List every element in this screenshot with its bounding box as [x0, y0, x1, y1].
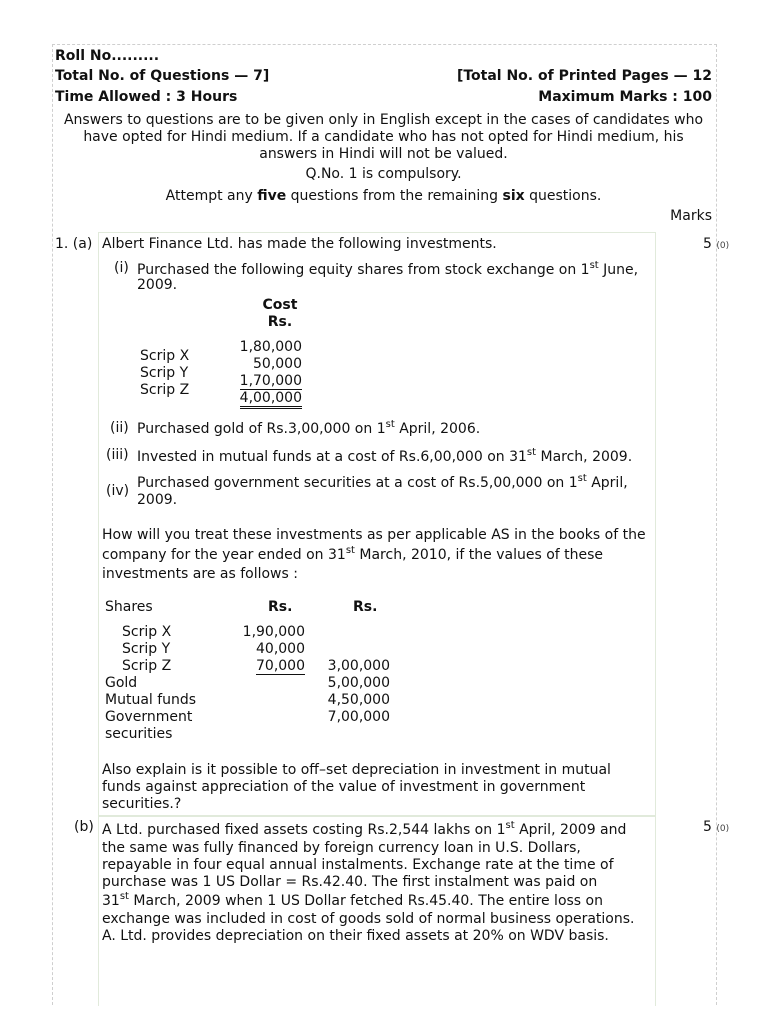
q1b-line-7: A. Ltd. provides depreciation on their fixed assets at 20% on WDV basis.: [102, 928, 609, 944]
item-i-label: (i): [114, 260, 129, 276]
q1b-line-1: A Ltd. purchased fixed assets costing Rs.2,544 lakhs on 1st April, 2009 and: [102, 820, 627, 838]
item-iv-text-line2: 2009.: [137, 492, 178, 508]
scrip-label: Scrip Z: [140, 382, 190, 398]
compulsory-note: Q.No. 1 is compulsory.: [305, 166, 462, 182]
item-i-text: Purchased the following equity shares from stock exchange on 1st June,: [137, 260, 639, 278]
table-row-total: 7,00,000: [327, 709, 390, 725]
scrip-label: Scrip X: [140, 348, 190, 364]
q1b-label: (b): [74, 819, 94, 835]
also-explain-line-3: securities.?: [102, 796, 182, 812]
scrip-cost: 50,000: [253, 356, 302, 372]
total-pages: [Total No. of Printed Pages — 12: [456, 68, 712, 84]
item-ii-label: (ii): [110, 420, 129, 436]
rs-heading: Rs.: [267, 314, 293, 330]
table-row-label: Scrip X: [122, 624, 172, 640]
table-row-total: 3,00,000: [327, 658, 390, 674]
instruction-line-2: have opted for Hindi medium. If a candidate who has not opted for Hindi medium, his: [83, 129, 684, 145]
scrip-total: 4,00,000: [238, 390, 302, 407]
also-explain-line-2: funds against appreciation of the value of investment in government: [102, 779, 586, 795]
table-header-rs1: Rs.: [268, 599, 293, 615]
roll-no: Roll No.........: [55, 48, 160, 64]
table-row-label: Government: [105, 709, 193, 725]
table-row-value: 70,000: [256, 658, 305, 674]
item-ii-text: Purchased gold of Rs.3,00,000 on 1st April, 2006.: [137, 419, 481, 437]
item-iii-label: (iii): [106, 447, 129, 463]
question-line-1: How will you treat these investments as per applicable AS in the books of the: [102, 527, 646, 543]
table-row-label: Mutual funds: [105, 692, 197, 708]
table-row-label: securities: [105, 726, 173, 742]
scrip-cost: 1,70,000: [239, 373, 302, 389]
item-i-text-line2: 2009.: [137, 277, 178, 293]
q1a-marks: 5 (0): [703, 236, 730, 252]
q1b-line-2: the same was fully financed by foreign currency loan in U.S. Dollars,: [102, 840, 581, 856]
table-row-value: 1,90,000: [242, 624, 305, 640]
table-row-value: 40,000: [256, 641, 305, 657]
cost-heading: Cost: [262, 297, 298, 313]
table-row-total: 4,50,000: [327, 692, 390, 708]
question-line-2: company for the year ended on 31st March, 2010, if the values of these: [102, 545, 604, 563]
question-1a-box: [98, 232, 656, 817]
q1b-line-3: repayable in four equal annual instalments. Exchange rate at the time of: [102, 857, 614, 873]
time-allowed: Time Allowed : 3 Hours: [55, 89, 238, 105]
attempt-note: Attempt any five questions from the remaining six questions.: [165, 188, 602, 204]
table-row-label: Gold: [105, 675, 138, 691]
also-explain-line-1: Also explain is it possible to off–set depreciation in investment in mutual: [102, 762, 611, 778]
scrip-cost: 1,80,000: [239, 339, 302, 355]
scrip-label: Scrip Y: [140, 365, 189, 381]
table-row-label: Scrip Y: [122, 641, 171, 657]
total-questions: Total No. of Questions — 7]: [55, 68, 270, 84]
item-iv-text: Purchased government securities at a cost of Rs.5,00,000 on 1st April,: [137, 473, 628, 491]
item-iv-label: (iv): [106, 483, 130, 499]
item-iii-text: Invested in mutual funds at a cost of Rs.6,00,000 on 31st March, 2009.: [137, 447, 633, 465]
q1a-intro: Albert Finance Ltd. has made the following investments.: [102, 236, 497, 252]
table-row-label: Scrip Z: [122, 658, 172, 674]
table-header-shares: Shares: [105, 599, 153, 615]
instruction-line-1: Answers to questions are to be given only in English except in the cases of candidates who: [63, 112, 704, 128]
marks-heading: Marks: [670, 208, 712, 224]
question-number: 1. (a): [55, 236, 93, 252]
table-header-rs2: Rs.: [353, 599, 378, 615]
q1b-line-4: purchase was 1 US Dollar = Rs.42.40. The first instalment was paid on: [102, 874, 598, 890]
question-line-3: investments are as follows :: [102, 566, 298, 582]
q1b-line-6: exchange was included in cost of goods sold of normal business operations.: [102, 911, 635, 927]
maximum-marks: Maximum Marks : 100: [538, 89, 712, 105]
instruction-line-3: answers in Hindi will not be valued.: [259, 146, 508, 162]
q1b-line-5: 31st March, 2009 when 1 US Dollar fetched Rs.45.40. The entire loss on: [102, 891, 603, 909]
table-row-total: 5,00,000: [327, 675, 390, 691]
q1b-marks: 5 (0): [703, 819, 730, 835]
